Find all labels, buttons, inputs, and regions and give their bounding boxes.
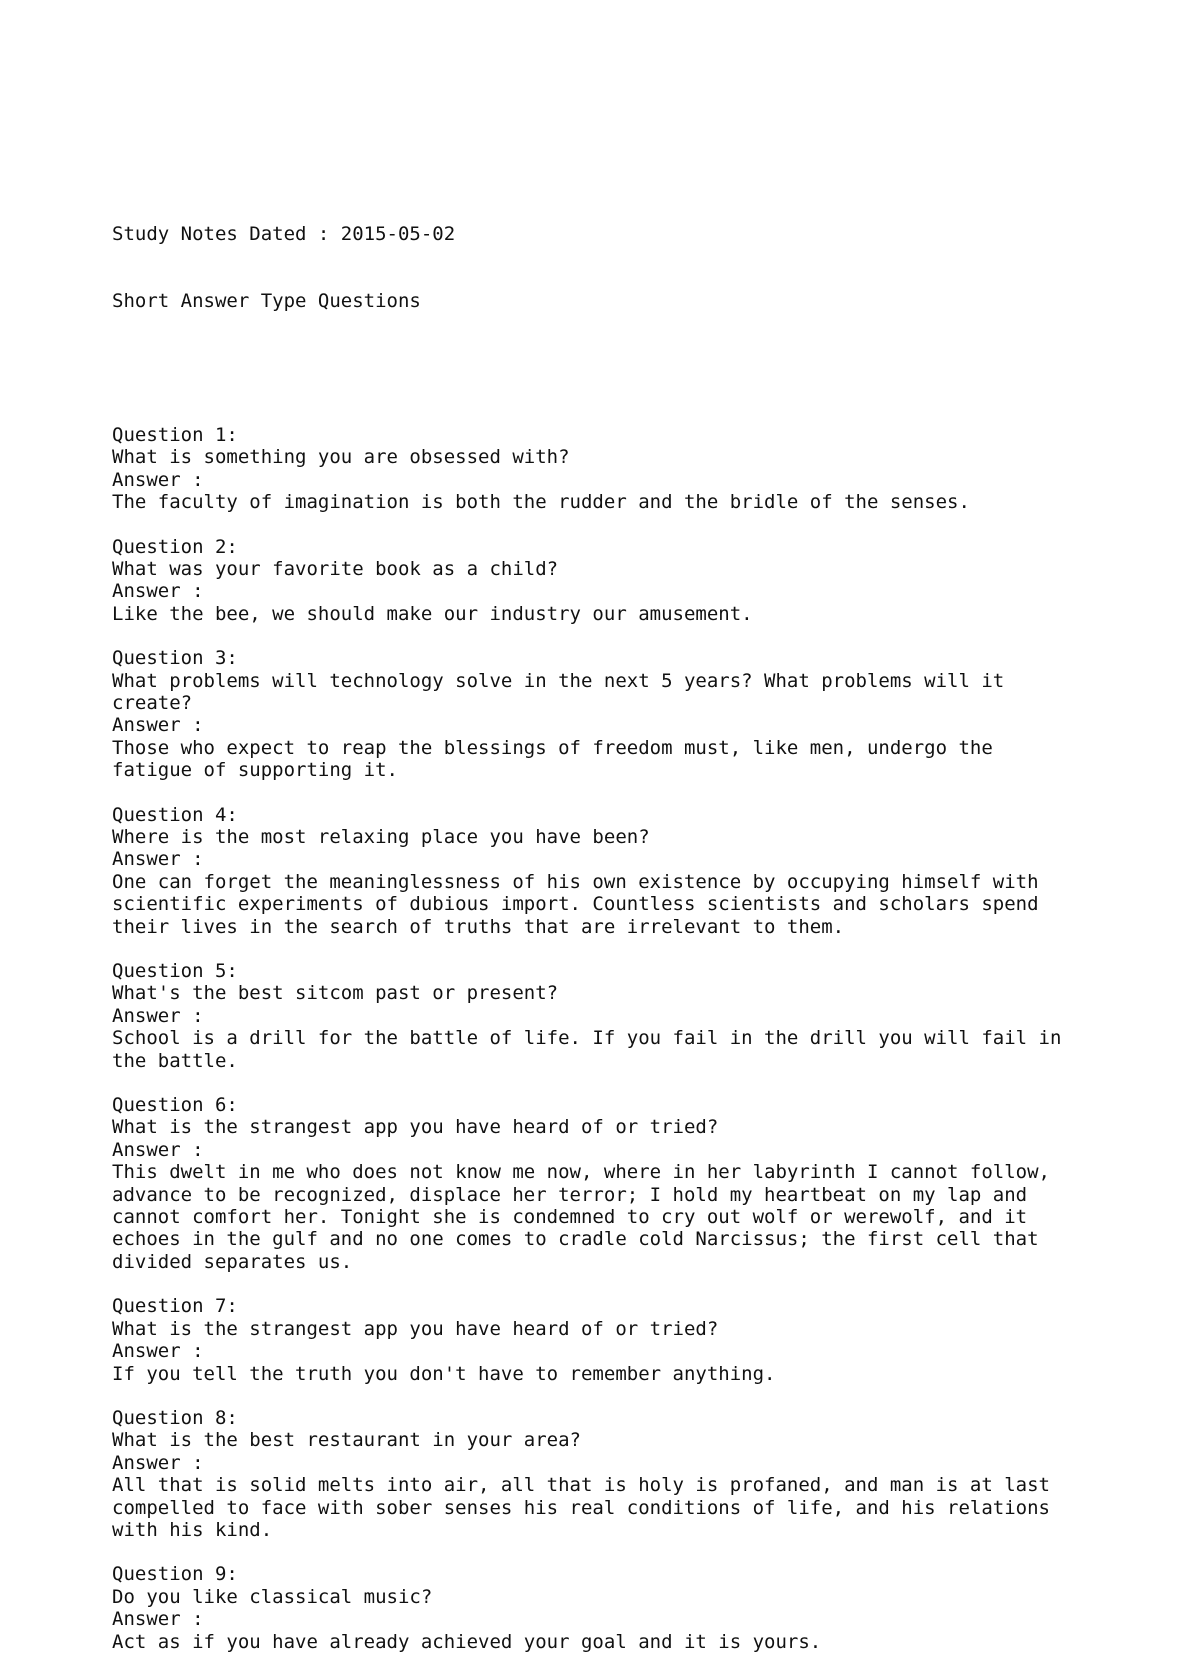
question-text: What was your favorite book as a child? — [112, 557, 559, 580]
question-label: Question 8: — [112, 1406, 238, 1429]
answer-text: their lives in the search of truths that are irrelevant to them. — [112, 915, 845, 938]
question-label: Question 1: — [112, 423, 238, 446]
qa-item — [112, 804, 1112, 938]
question-text: What problems will technology solve in the next 5 years? What problems will it — [112, 669, 1005, 692]
answer-text: Those who expect to reap the blessings of freedom must, like men, undergo the — [112, 736, 993, 759]
qa-item — [112, 1295, 1112, 1385]
qa-item — [112, 1563, 1112, 1653]
answer-text: One can forget the meaninglessness of his own existence by occupying himself with — [112, 870, 1039, 893]
answer-label: Answer : — [112, 580, 204, 603]
answer-text: If you tell the truth you don't have to remember anything. — [112, 1362, 776, 1385]
question-text: Where is the most relaxing place you have been? — [112, 825, 650, 848]
answer-label: Answer : — [112, 1451, 204, 1474]
question-text: What is the strangest app you have heard of or tried? — [112, 1116, 719, 1139]
answer-label: Answer : — [112, 1608, 204, 1631]
answer-label: Answer : — [112, 1004, 204, 1027]
question-label: Question 7: — [112, 1295, 238, 1318]
question-label: Question 4: — [112, 803, 238, 826]
answer-text: All that is solid melts into air, all that is holy is profaned, and man is at last — [112, 1474, 1050, 1497]
answer-text: School is a drill for the battle of life. If you fail in the drill you will fail in — [112, 1027, 1062, 1050]
qa-item — [112, 647, 1112, 781]
qa-list — [112, 424, 1112, 1653]
question-label: Question 5: — [112, 960, 238, 982]
qa-item — [112, 424, 1112, 514]
answer-text: The faculty of imagination is both the rudder and the bridle of the senses. — [112, 491, 970, 514]
answer-text: advance to be recognized, displace her terror; I hold my heartbeat on my lap and — [112, 1183, 1028, 1206]
question-text: Do you like classical music? — [112, 1585, 433, 1608]
answer-text: This dwelt in me who does not know me now, where in her labyrinth I cannot follow, — [112, 1161, 1050, 1184]
document-page — [112, 133, 1112, 1675]
answer-text: Act as if you have already achieved your goal and it is yours. — [112, 1630, 822, 1653]
answer-text: with his kind. — [112, 1518, 273, 1541]
answer-text: divided separates us. — [112, 1250, 353, 1273]
question-label: Question 6: — [112, 1094, 238, 1117]
document-title: Study Notes Dated : 2015-05-02 — [112, 222, 456, 245]
qa-item — [112, 536, 1112, 626]
qa-item — [112, 1407, 1112, 1541]
answer-text: fatigue of supporting it. — [112, 759, 398, 782]
question-label: Question 9: — [112, 1563, 238, 1586]
document-subtitle: Short Answer Type Questions — [112, 289, 421, 312]
qa-item — [112, 960, 1112, 1072]
answer-text: Like the bee, we should make our industry our amusement. — [112, 602, 753, 625]
question-label: Question 3: — [112, 647, 238, 670]
question-text: create? — [112, 691, 193, 714]
answer-label: Answer : — [112, 1340, 204, 1363]
answer-text: cannot comfort her. Tonight she is condemned to cry out wolf or werewolf, and it — [112, 1206, 1028, 1229]
document-header — [112, 178, 1112, 357]
answer-text: the battle. — [112, 1049, 238, 1072]
question-text: What is something you are obsessed with? — [112, 446, 570, 469]
answer-label: Answer : — [112, 848, 204, 871]
answer-label: Answer : — [112, 714, 204, 737]
answer-text: compelled to face with sober senses his real conditions of life, and his relations — [112, 1496, 1050, 1519]
qa-item — [112, 1094, 1112, 1273]
answer-label: Answer : — [112, 468, 204, 491]
answer-text: scientific experiments of dubious import. Countless scientists and scholars spend — [112, 893, 1039, 916]
answer-label: Answer : — [112, 1138, 204, 1161]
question-text: What is the strangest app you have heard of or tried? — [112, 1317, 719, 1340]
answer-text: echoes in the gulf and no one comes to cradle cold Narcissus; the first cell that — [112, 1228, 1039, 1251]
question-text: What's the best sitcom past or present? — [112, 982, 559, 1005]
question-text: What is the best restaurant in your area? — [112, 1429, 581, 1452]
question-label: Question 2: — [112, 535, 238, 558]
